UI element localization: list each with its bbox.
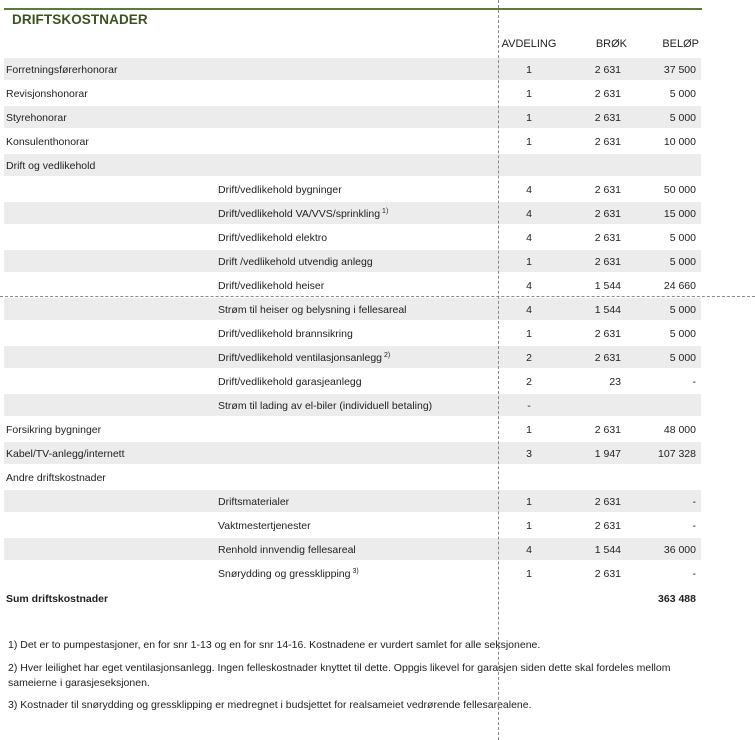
row-belop: 48 000 [663, 424, 696, 436]
row-brok: 2 631 [594, 328, 621, 340]
row-avdeling: 4 [526, 232, 532, 244]
footnote-marker: 1) [382, 207, 389, 215]
footnote-2: 2) Hver leilighet har eget ventilasjonsanlegg. Ingen felleskostnader knyttet til dette. Oppgis likevel for garasjen siden dette skal fordeles mellom sameierne i garasjeseksjonen. [8, 662, 671, 689]
row-sublabel: Drift/vedlikehold brannsikring [218, 328, 353, 340]
row-avdeling: 1 [526, 424, 532, 436]
row-label: Konsulenthonorar [6, 136, 89, 148]
row-brok: 2 631 [594, 64, 621, 76]
row-belop: 37 500 [663, 64, 696, 76]
table-row [4, 442, 701, 464]
row-belop: 5 000 [669, 88, 696, 100]
row-sublabel: Strøm til lading av el-biler (individuell betaling) [218, 400, 433, 412]
row-avdeling: 4 [526, 304, 532, 316]
row-belop: 10 000 [663, 136, 696, 148]
row-avdeling: 4 [526, 544, 532, 556]
footnote-marker: 3) [352, 567, 359, 575]
table-row [4, 370, 701, 392]
row-sublabel: Drift/vedlikehold VA/VVS/sprinkling $^{1)}$ [218, 207, 389, 220]
row-sublabel: Drift/vedlikehold garasjeanlegg [218, 376, 362, 388]
row-avdeling: 1 [526, 88, 532, 100]
row-label: Kabel/TV-anlegg/internett [6, 448, 125, 460]
header-brok: BRØK [595, 38, 627, 50]
header-avdeling: AVDELING [501, 38, 557, 50]
table-row [4, 106, 701, 128]
row-sublabel: Drift/vedlikehold bygninger [218, 184, 342, 196]
row-brok: 2 631 [594, 424, 621, 436]
row-avdeling: 1 [526, 520, 532, 532]
row-belop: 24 660 [663, 280, 696, 292]
row-avdeling: 2 [526, 376, 532, 388]
row-belop: 36 000 [663, 544, 696, 556]
table-row [4, 394, 701, 416]
table-row [4, 130, 701, 152]
row-brok: 1 947 [594, 448, 621, 460]
row-belop: 5 000 [669, 112, 696, 124]
row-sublabel: Drift/vedlikehold ventilasjonsanlegg $^{2)}$ [218, 351, 391, 364]
row-avdeling: 1 [526, 256, 532, 268]
table-row [4, 346, 701, 368]
row-belop: 5 000 [669, 328, 696, 340]
table-row [4, 514, 701, 536]
table-row [4, 274, 701, 296]
row-avdeling: 1 [526, 328, 532, 340]
row-brok: 2 631 [594, 520, 621, 532]
row-brok: 2 631 [594, 136, 621, 148]
table-row [4, 418, 701, 440]
table-row [4, 58, 701, 80]
row-sublabel: Snørydding og gressklipping $^{3)}$ [218, 567, 359, 580]
table-row [4, 490, 701, 512]
table-row [4, 298, 701, 320]
row-brok: 1 544 [594, 544, 621, 556]
row-brok: 2 631 [594, 568, 621, 580]
row-belop: 5 000 [669, 352, 696, 364]
footnote-marker: 2) [384, 351, 391, 359]
table-row [4, 226, 701, 248]
row-label: Forretningsførerhonorar [6, 64, 118, 76]
row-belop: 50 000 [663, 184, 696, 196]
row-avdeling: 4 [526, 280, 532, 292]
row-label: Forsikring bygninger [6, 424, 102, 436]
table-row [4, 538, 701, 560]
title-rule [4, 8, 702, 10]
table-row [4, 322, 701, 344]
row-avdeling: 4 [526, 208, 532, 220]
table-row [4, 178, 701, 200]
row-belop: 107 328 [658, 448, 696, 460]
row-sublabel: Vaktmestertjenester [218, 520, 311, 532]
row-brok: 2 631 [594, 496, 621, 508]
row-belop: 5 000 [669, 304, 696, 316]
table-row [4, 250, 701, 272]
row-label: Andre driftskostnader [6, 472, 106, 484]
row-label: Drift og vedlikehold [6, 160, 96, 172]
row-brok: 2 631 [594, 184, 621, 196]
row-brok: 2 631 [594, 352, 621, 364]
row-belop: - [692, 520, 696, 532]
row-avdeling: 2 [526, 352, 532, 364]
row-avdeling: 1 [526, 568, 532, 580]
row-belop: - [692, 376, 696, 388]
row-brok: 2 631 [594, 208, 621, 220]
row-brok: 2 631 [594, 88, 621, 100]
page-break-vertical [498, 0, 499, 740]
row-sublabel: Renhold innvendig fellesareal [218, 544, 356, 556]
sum-label: Sum driftskostnader [6, 593, 109, 605]
row-brok: 2 631 [594, 256, 621, 268]
table-row [4, 466, 701, 488]
row-label: Styrehonorar [6, 112, 67, 124]
page-title: DRIFTSKOSTNADER [12, 12, 148, 27]
sum-row [4, 587, 701, 609]
row-belop: 5 000 [669, 256, 696, 268]
table-row [4, 82, 701, 104]
row-sublabel: Drift/vedlikehold heiser [218, 280, 325, 292]
row-brok: 1 544 [594, 304, 621, 316]
row-avdeling: 1 [526, 496, 532, 508]
row-brok: 2 631 [594, 112, 621, 124]
row-brok: 23 [609, 376, 621, 388]
row-sublabel: Drift/vedlikehold elektro [218, 232, 328, 244]
row-belop: 5 000 [669, 232, 696, 244]
row-avdeling: 3 [526, 448, 532, 460]
row-belop: 15 000 [663, 208, 696, 220]
row-sublabel: Strøm til heiser og belysning i fellesareal [218, 304, 407, 316]
row-brok: 2 631 [594, 232, 621, 244]
row-label: Revisjonshonorar [6, 88, 88, 100]
header-belop: BELØP [662, 38, 699, 50]
row-belop: - [692, 568, 696, 580]
row-belop: - [692, 496, 696, 508]
table-row [4, 202, 701, 224]
row-brok: 1 544 [594, 280, 621, 292]
table-row [4, 562, 701, 584]
page-break-horizontal [0, 296, 755, 297]
row-avdeling: 1 [526, 64, 532, 76]
sum-amount: 363 488 [658, 593, 696, 605]
row-avdeling: - [527, 400, 531, 412]
row-avdeling: 1 [526, 136, 532, 148]
row-avdeling: 4 [526, 184, 532, 196]
footnote-1: 1) Det er to pumpestasjoner, en for snr 1-13 og en for snr 14-16. Kostnadene er vurdert samlet for alle seksjonene. [8, 639, 541, 651]
row-sublabel: Drift /vedlikehold utvendig anlegg [218, 256, 373, 268]
row-avdeling: 1 [526, 112, 532, 124]
row-sublabel: Driftsmaterialer [218, 496, 290, 508]
footnote-3: 3) Kostnader til snørydding og gressklipping er medregnet i budsjettet for realsameiet vedrørende fellesarealene. [8, 699, 532, 711]
table-row [4, 154, 701, 176]
